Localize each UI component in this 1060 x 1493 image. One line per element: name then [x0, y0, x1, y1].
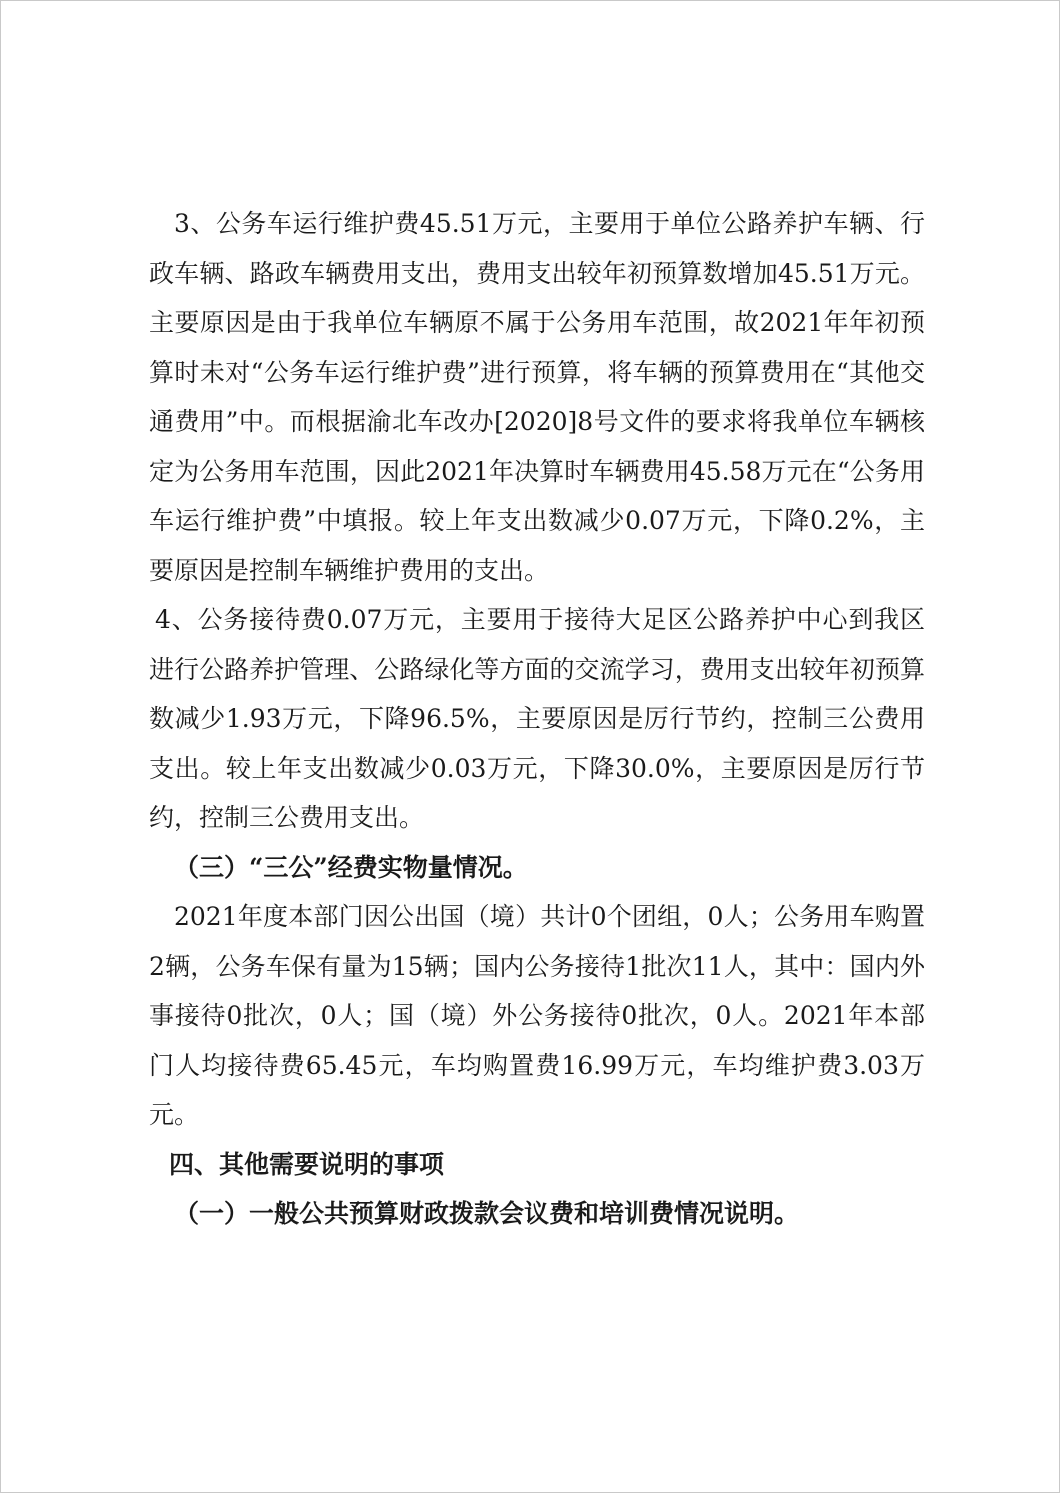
sub-heading-meeting-training-fees: （一）一般公共预算财政拨款会议费和培训费情况说明。	[174, 1199, 800, 1228]
chapter-heading-other-matters: 四、其他需要说明的事项	[169, 1149, 445, 1179]
paragraph-vehicle-maintenance: 3、公务车运行维护费45.51万元，主要用于单位公路养护车辆、行政车辆、路政车辆费用支出，费用支出较年初预算数增加45.51万元。主要原因是由于我单位车辆原不属于公务用车范围，故2021年年初预算时未对“公务车运行维护费”进行预算，将车辆的预算费用在“其他交通费用”中。而根据渝北车改办[2020]8号文件的要求将我单位车辆核定为公务用车范围，因此2021年决算时车辆费用45.58万元在“公务用车运行维护费”中填报。较上年支出数减少0.07万元，下降0.2%，主要原因是控制车辆维护费用的支出。	[149, 209, 925, 585]
paragraph-reception-expense: 4、公务接待费0.07万元，主要用于接待大足区公路养护中心到我区进行公路养护管理、公路绿化等方面的交流学习，费用支出较年初预算数减少1.93万元，下降96.5%，主要原因是厉行节约，控制三公费用支出。较上年支出数减少0.03万元，下降30.0%，主要原因是厉行节约，控制三公费用支出。	[149, 605, 925, 832]
section-heading-physical-quantity: （三）“三公”经费实物量情况。	[174, 852, 528, 882]
paragraph-physical-quantity: 2021年度本部门因公出国（境）共计0个团组，0人；公务用车购置2辆，公务车保有量为15辆；国内公务接待1批次11人，其中：国内外事接待0批次，0人；国（境）外公务接待0批次，0人。2021年本部门人均接待费65.45元，车均购置费16.99万元，车均维护费3.03万元。	[149, 902, 925, 1129]
document-body	[149, 199, 925, 1239]
